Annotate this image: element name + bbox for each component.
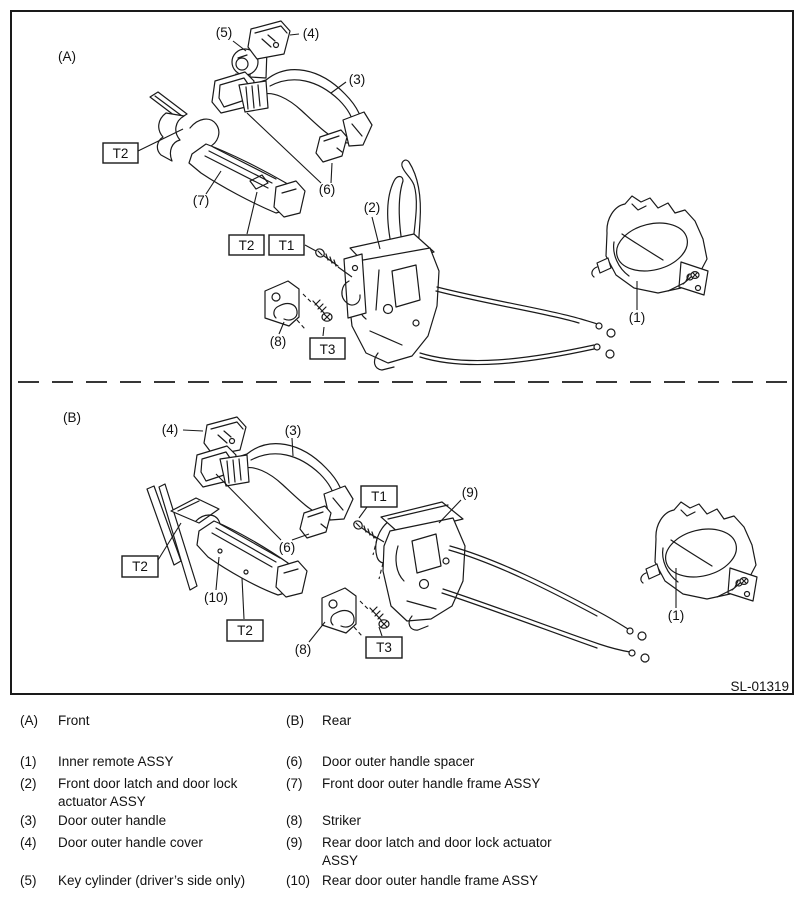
t3-screw-front	[313, 300, 332, 321]
callout-2-label: (2)	[363, 200, 381, 215]
callout-8-label-rear: (8)	[294, 642, 312, 657]
svg-text:T3: T3	[319, 342, 336, 357]
section-b-rear-drawing	[63, 410, 757, 662]
t1-screw-front	[314, 247, 338, 266]
callout-3-label: (3)	[348, 72, 366, 87]
inner-remote-part-front	[592, 196, 708, 295]
rear-door-latch-part	[373, 502, 465, 630]
legend-row-4-9	[20, 834, 564, 870]
t3-screw-rear	[370, 607, 389, 628]
svg-text:T1: T1	[278, 238, 295, 253]
legend-text-a: Front	[58, 713, 90, 728]
legend-text-4: Door outer handle cover	[58, 835, 203, 850]
legend-text-8: Striker	[322, 813, 362, 828]
legend-text-1: Inner remote ASSY	[58, 754, 174, 769]
legend-row-2-7	[20, 775, 564, 811]
legend-key-a: (A)	[20, 713, 38, 728]
legend-key-10: (10)	[286, 873, 311, 888]
callout-1-label-rear: (1)	[667, 608, 685, 623]
t1-callout-box-a	[269, 235, 304, 255]
callout-6-label: (6)	[318, 182, 336, 197]
callout-10-label: (10)	[203, 590, 229, 605]
legend-text-9: Rear door latch and door lock actuator ASSY	[322, 835, 552, 868]
callout-1-label: (1)	[628, 310, 646, 325]
rear-latch-cables	[442, 546, 649, 662]
callout-9-label: (9)	[461, 485, 479, 500]
legend-text-3: Door outer handle	[58, 813, 167, 828]
callout-5-label: (5)	[215, 25, 233, 40]
door-outer-handle-spacer-small-rear	[300, 506, 331, 538]
callout-3-label-rear: (3)	[284, 423, 302, 438]
t1-callout-box-b	[361, 486, 397, 507]
legend-key-b: (B)	[286, 713, 304, 728]
legend-row-5-10	[20, 872, 564, 890]
t1-screw-rear	[352, 519, 376, 538]
callout-4-label: (4)	[302, 26, 320, 41]
legend-key-4: (4)	[20, 835, 37, 850]
legend-text-6: Door outer handle spacer	[322, 754, 475, 769]
t3-callout-box-a	[310, 338, 345, 359]
door-outer-handle-cover-part	[248, 21, 290, 59]
legend-row-3-8	[20, 812, 564, 830]
callout-7-label: (7)	[192, 193, 210, 208]
svg-text:T1: T1	[371, 489, 387, 504]
section-b-label: (B)	[63, 410, 81, 425]
t2-callout-box-a2	[229, 235, 264, 255]
t2-callout-box-b2	[227, 620, 263, 641]
door-outer-handle-part-rear	[220, 444, 353, 520]
legend-row-sections	[20, 712, 564, 730]
legend-key-8: (8)	[286, 813, 303, 828]
striker-part-rear	[322, 588, 368, 636]
legend-row-1-6	[20, 753, 564, 771]
t2-callout-box-b1	[122, 556, 158, 577]
legend-text-7: Front door outer handle frame ASSY	[322, 776, 541, 791]
t2-callout-box-a1	[103, 143, 138, 163]
striker-part-front	[265, 281, 311, 329]
legend-text-10: Rear door outer handle frame ASSY	[322, 873, 539, 888]
legend-text-5: Key cylinder (driver’s side only)	[58, 873, 246, 888]
door-outer-handle-spacer-small-part	[316, 130, 347, 162]
legend-text-b: Rear	[322, 713, 352, 728]
legend-text-2: Front door latch and door lock actuator ASSY	[58, 776, 238, 809]
legend-key-6: (6)	[286, 754, 303, 769]
t3-callout-box-b	[366, 637, 402, 658]
inner-remote-part-rear	[641, 502, 757, 601]
legend-key-2: (2)	[20, 776, 37, 791]
legend-key-5: (5)	[20, 873, 37, 888]
svg-text:T2: T2	[132, 559, 148, 574]
front-latch-cables	[420, 287, 615, 365]
svg-text:T2: T2	[237, 623, 253, 638]
front-door-latch-part	[342, 160, 439, 370]
section-a-label: (A)	[58, 49, 76, 64]
svg-text:T3: T3	[376, 640, 392, 655]
legend-key-1: (1)	[20, 754, 37, 769]
parts-legend	[0, 695, 804, 909]
callout-8-label: (8)	[269, 334, 287, 349]
legend-key-3: (3)	[20, 813, 37, 828]
legend-key-9: (9)	[286, 835, 303, 850]
svg-text:T2: T2	[112, 146, 129, 161]
callout-4-label-rear: (4)	[161, 422, 179, 437]
section-a-front-drawing	[58, 21, 708, 370]
callout-6-label-rear: (6)	[278, 540, 296, 555]
svg-text:T2: T2	[238, 238, 255, 253]
legend-key-7: (7)	[286, 776, 303, 791]
figure-code: SL-01319	[730, 679, 789, 694]
